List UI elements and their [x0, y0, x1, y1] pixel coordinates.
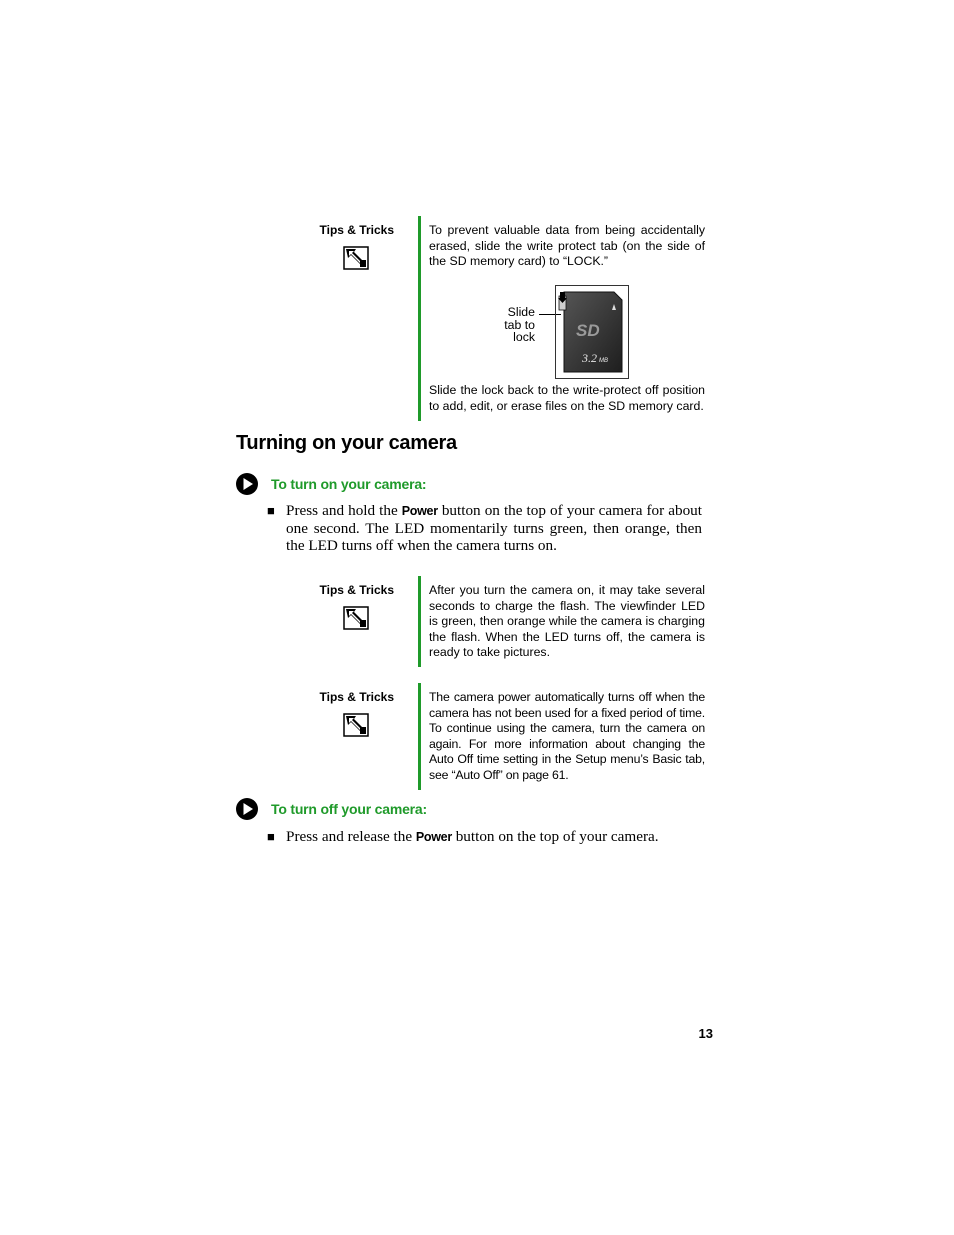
caption-line: Slide [507, 305, 535, 319]
procedure-arrow-icon [235, 797, 259, 821]
step-text: button on the top of your camera. [451, 828, 659, 845]
procedure-arrow-icon [235, 472, 259, 496]
tip-text: The camera power automatically turns off when the camera has not been used for a fixed period of time. To continue using the camera, turn the camera on again. For more information about changing the Auto Off time setting in the Setup menu’s Basic tab, see “Auto Off” on page 61. [429, 690, 705, 782]
tip-accent-bar [418, 216, 421, 421]
power-keyword: Power [415, 830, 452, 844]
sd-card-icon [556, 286, 628, 378]
power-keyword: Power [401, 504, 438, 518]
sd-capacity-unit: MB [599, 358, 608, 364]
caption-line: tab to [504, 317, 535, 332]
tip-accent-bar [418, 576, 421, 667]
tip-accent-bar [418, 683, 421, 790]
tips-tricks-label: Tips & Tricks [319, 223, 394, 237]
procedure-step [286, 828, 702, 846]
bullet-marker: ■ [267, 829, 275, 844]
tip-text: After you turn the camera on, it may take several seconds to charge the flash. The viewfinder LED is green, then orange while the camera is charging the flash. When the LED turns off, the camera is ready to take pictures. [429, 583, 705, 660]
step-text: Press and release the [286, 828, 416, 845]
sd-figure-caption [490, 306, 535, 344]
tips-pointer-icon [343, 606, 369, 630]
section-title: Turning on your camera [236, 432, 457, 454]
caption-line: lock [513, 330, 535, 345]
tips-pointer-icon [343, 713, 369, 737]
sd-card-figure [555, 285, 629, 379]
tips-pointer-icon [343, 246, 369, 270]
step-text: Press and hold the [286, 502, 402, 519]
sd-logo-text: SD [576, 321, 600, 340]
sd-capacity-text: 3.2 [582, 351, 597, 365]
bullet-marker: ■ [267, 503, 275, 518]
step-text: button on the top of your camera for about one second. The LED momentarily turns green, then orange, then the LED turns off when the camera turns on. [286, 502, 702, 554]
procedure-heading: To turn off your camera: [271, 801, 427, 817]
tip-text: Slide the lock back to the write-protect off position to add, edit, or erase files on the SD memory card. [429, 383, 705, 413]
tips-tricks-label: Tips & Tricks [319, 690, 394, 704]
page-number: 13 [698, 1026, 713, 1041]
tip-text: To prevent valuable data from being accidentally erased, slide the write protect tab (on the side of the SD memory card) to “LOCK.” [429, 223, 705, 269]
tips-tricks-label: Tips & Tricks [319, 583, 394, 597]
procedure-heading: To turn on your camera: [271, 476, 427, 492]
procedure-step [286, 502, 702, 554]
